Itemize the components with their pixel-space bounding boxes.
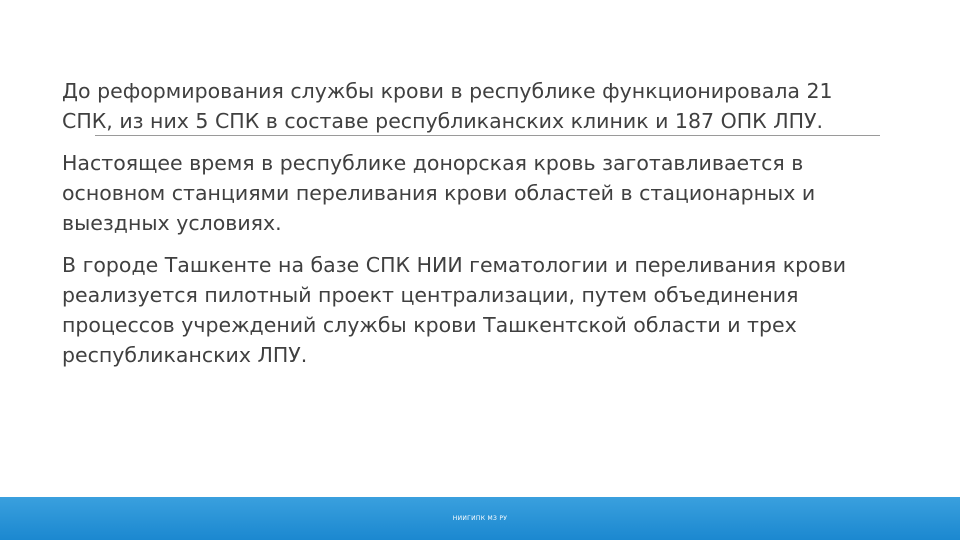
paragraph-reform-history: До реформирования службы крови в республике функционировала 21 СПК, из них 5 СПК в составе республиканских клиник и 187 ОПК ЛПУ. bbox=[62, 79, 833, 133]
slide-body bbox=[62, 76, 882, 370]
paragraph-current-collection: Настоящее время в республике донорская кровь заготавливается в основном станциями переливания крови областей в стационарных и выездных условиях. bbox=[62, 151, 816, 235]
footer-label: НИИГИПК МЗ РУ bbox=[452, 515, 508, 522]
paragraph-tashkent-pilot: В городе Ташкенте на базе СПК НИИ гематологии и переливания крови реализуется пилотный проект централизации, путем объединения процессов учреждений службы крови Ташкентской области и трех республиканских ЛПУ. bbox=[62, 253, 847, 367]
footer-bar bbox=[0, 497, 960, 540]
